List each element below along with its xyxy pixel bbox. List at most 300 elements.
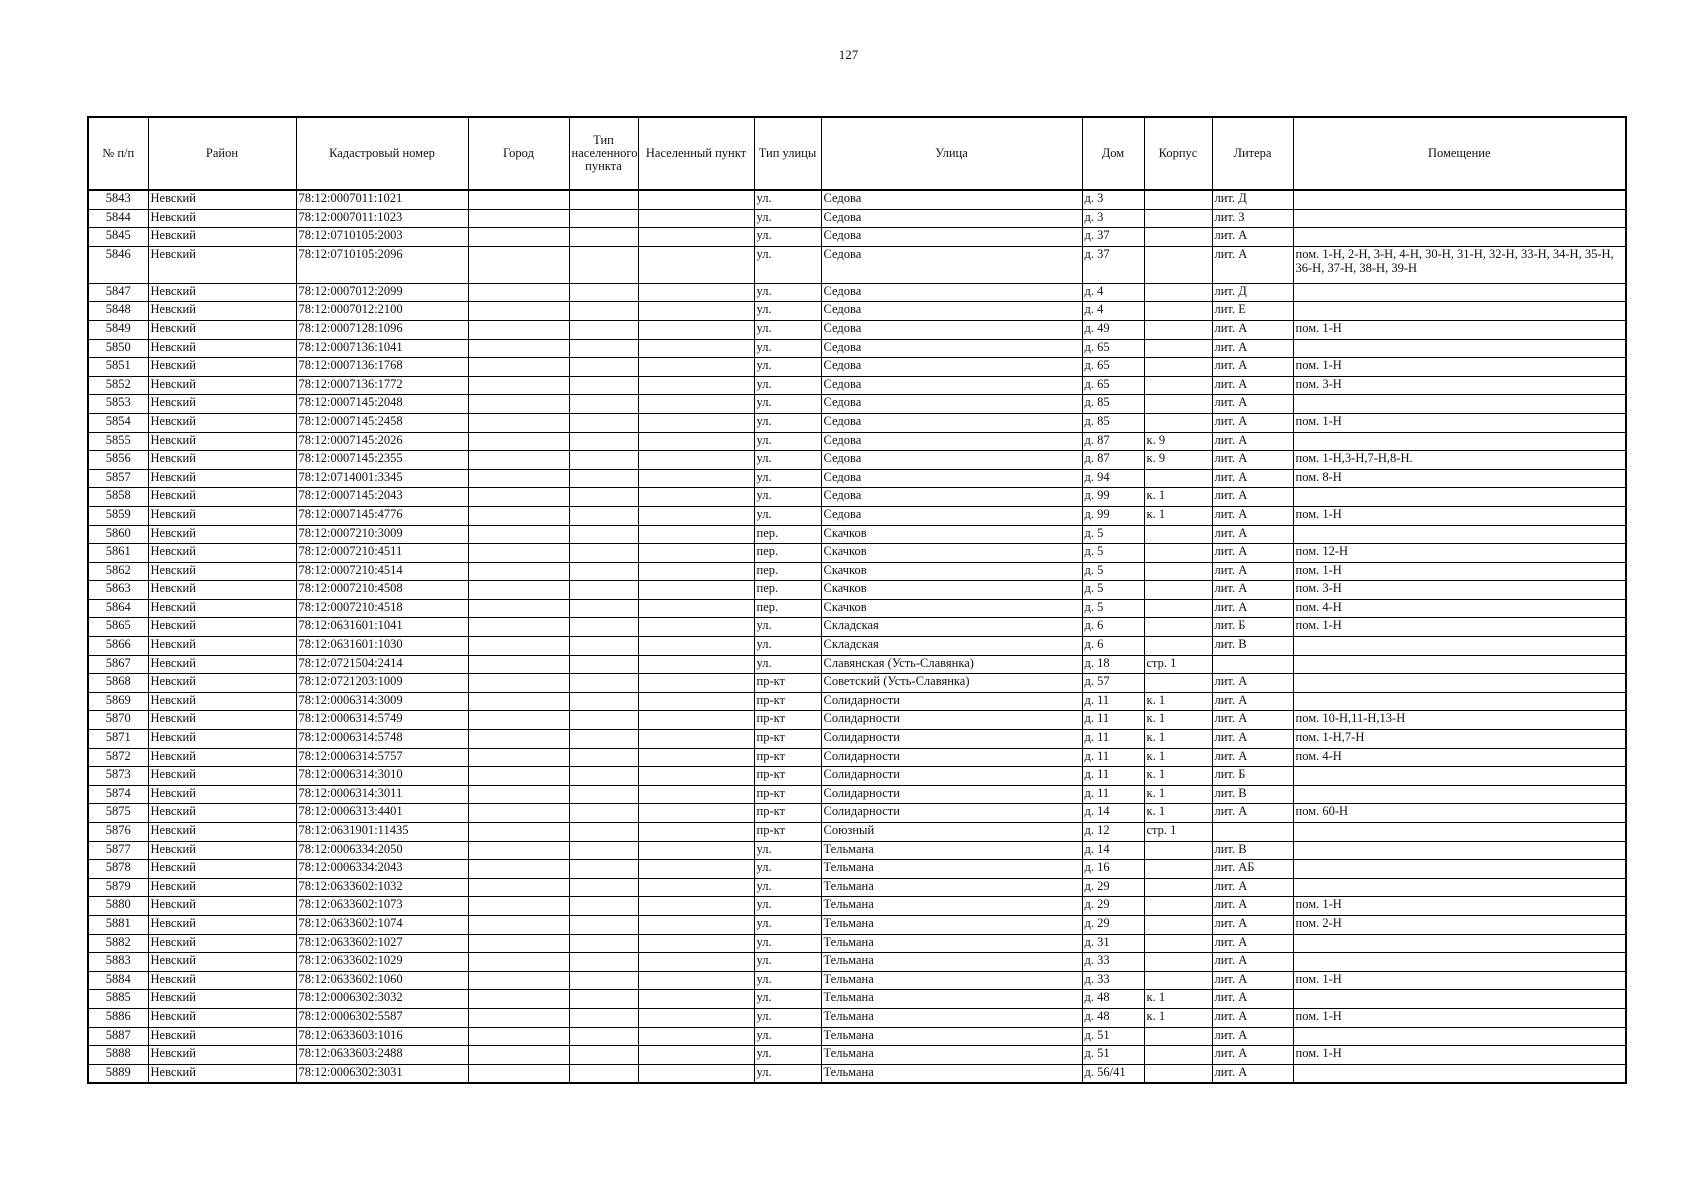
table-row — [88, 841, 1626, 860]
cell-letter: лит. З — [1212, 209, 1293, 228]
cell-settlement — [638, 637, 754, 656]
cell-street-type: ул. — [754, 1008, 821, 1027]
cell-building — [1144, 599, 1212, 618]
cell-premises: пом. 1-Н — [1293, 1046, 1626, 1065]
cell-number: 5860 — [88, 525, 148, 544]
cell-city — [468, 897, 569, 916]
cell-house: д. 11 — [1082, 748, 1144, 767]
cell-settlement-type — [569, 469, 638, 488]
cell-cadastral-number: 78:12:0633603:1016 — [296, 1027, 468, 1046]
cell-house: д. 56/41 — [1082, 1064, 1144, 1083]
cell-settlement-type — [569, 953, 638, 972]
cell-number: 5846 — [88, 246, 148, 283]
cell-district: Невский — [148, 525, 296, 544]
cell-settlement-type — [569, 767, 638, 786]
cell-settlement — [638, 432, 754, 451]
cell-building: к. 1 — [1144, 1008, 1212, 1027]
cell-city — [468, 823, 569, 842]
cell-letter: лит. А — [1212, 953, 1293, 972]
cell-street: Седова — [821, 339, 1082, 358]
table-row — [88, 934, 1626, 953]
table-row — [88, 320, 1626, 339]
cell-building — [1144, 618, 1212, 637]
header-number: № п/п — [88, 117, 148, 190]
table-row — [88, 1064, 1626, 1083]
table-row — [88, 562, 1626, 581]
cell-settlement-type — [569, 209, 638, 228]
cell-building — [1144, 878, 1212, 897]
cell-settlement — [638, 302, 754, 321]
cell-building — [1144, 915, 1212, 934]
cell-street: Тельмана — [821, 990, 1082, 1009]
cell-city — [468, 562, 569, 581]
cell-building — [1144, 637, 1212, 656]
cell-premises — [1293, 990, 1626, 1009]
cell-street: Седова — [821, 302, 1082, 321]
cell-letter: лит. А — [1212, 990, 1293, 1009]
table-row — [88, 897, 1626, 916]
cell-street-type: ул. — [754, 953, 821, 972]
cell-settlement-type — [569, 190, 638, 209]
cell-district: Невский — [148, 544, 296, 563]
header-street-type: Тип улицы — [754, 117, 821, 190]
cell-cadastral-number: 78:12:0006302:3031 — [296, 1064, 468, 1083]
cell-number: 5881 — [88, 915, 148, 934]
cell-premises: пом. 1-Н — [1293, 1008, 1626, 1027]
cell-city — [468, 674, 569, 693]
cell-premises — [1293, 302, 1626, 321]
cell-house: д. 11 — [1082, 692, 1144, 711]
table-body — [88, 190, 1626, 1083]
cell-building: к. 1 — [1144, 785, 1212, 804]
table-row — [88, 228, 1626, 247]
cell-house: д. 99 — [1082, 506, 1144, 525]
cell-house: д. 16 — [1082, 860, 1144, 879]
cell-settlement — [638, 971, 754, 990]
cell-number: 5863 — [88, 581, 148, 600]
cell-number: 5871 — [88, 730, 148, 749]
cell-building: к. 9 — [1144, 451, 1212, 470]
cell-street: Тельмана — [821, 897, 1082, 916]
cell-settlement — [638, 785, 754, 804]
table-row — [88, 692, 1626, 711]
table-row — [88, 358, 1626, 377]
cell-number: 5873 — [88, 767, 148, 786]
cell-building: к. 1 — [1144, 488, 1212, 507]
cell-cadastral-number: 78:12:0721203:1009 — [296, 674, 468, 693]
cell-cadastral-number: 78:12:0007136:1768 — [296, 358, 468, 377]
cell-letter: лит. А — [1212, 469, 1293, 488]
cell-district: Невский — [148, 302, 296, 321]
cell-city — [468, 283, 569, 302]
cell-cadastral-number: 78:12:0714001:3345 — [296, 469, 468, 488]
table-row — [88, 878, 1626, 897]
cell-district: Невский — [148, 730, 296, 749]
cell-district: Невский — [148, 469, 296, 488]
cell-district: Невский — [148, 562, 296, 581]
cell-cadastral-number: 78:12:0633602:1027 — [296, 934, 468, 953]
cell-settlement — [638, 897, 754, 916]
cell-street-type: пр-кт — [754, 804, 821, 823]
cell-settlement-type — [569, 823, 638, 842]
cell-cadastral-number: 78:12:0006314:3011 — [296, 785, 468, 804]
cell-letter: лит. АБ — [1212, 860, 1293, 879]
cell-street-type: ул. — [754, 358, 821, 377]
cell-house: д. 5 — [1082, 525, 1144, 544]
table-row — [88, 246, 1626, 283]
cell-street: Седова — [821, 469, 1082, 488]
cell-premises: пом. 8-Н — [1293, 469, 1626, 488]
cell-number: 5869 — [88, 692, 148, 711]
cell-district: Невский — [148, 934, 296, 953]
header-settlement-type: Тип населенного пункта — [569, 117, 638, 190]
cell-street: Солидарности — [821, 730, 1082, 749]
cell-cadastral-number: 78:12:0007145:4776 — [296, 506, 468, 525]
cell-premises: пом. 2-Н — [1293, 915, 1626, 934]
cell-city — [468, 320, 569, 339]
cell-number: 5887 — [88, 1027, 148, 1046]
cell-street-type: ул. — [754, 339, 821, 358]
cell-district: Невский — [148, 413, 296, 432]
cell-street: Тельмана — [821, 1027, 1082, 1046]
table-row — [88, 711, 1626, 730]
table-row — [88, 990, 1626, 1009]
cell-settlement — [638, 934, 754, 953]
table-row — [88, 748, 1626, 767]
cell-city — [468, 1064, 569, 1083]
cell-cadastral-number: 78:12:0007210:3009 — [296, 525, 468, 544]
cell-settlement — [638, 488, 754, 507]
cell-settlement — [638, 339, 754, 358]
cell-number: 5844 — [88, 209, 148, 228]
cell-city — [468, 432, 569, 451]
cell-settlement-type — [569, 1064, 638, 1083]
cell-settlement-type — [569, 934, 638, 953]
cell-city — [468, 618, 569, 637]
cell-street: Солидарности — [821, 692, 1082, 711]
cell-premises — [1293, 488, 1626, 507]
cell-cadastral-number: 78:12:0007128:1096 — [296, 320, 468, 339]
cell-cadastral-number: 78:12:0006314:5748 — [296, 730, 468, 749]
cell-street: Седова — [821, 413, 1082, 432]
cell-number: 5866 — [88, 637, 148, 656]
cell-building — [1144, 971, 1212, 990]
header-premises: Помещение — [1293, 117, 1626, 190]
cell-street-type: ул. — [754, 376, 821, 395]
cell-district: Невский — [148, 655, 296, 674]
cell-letter: лит. Д — [1212, 190, 1293, 209]
cell-letter: лит. А — [1212, 878, 1293, 897]
cell-city — [468, 878, 569, 897]
cell-cadastral-number: 78:12:0007136:1041 — [296, 339, 468, 358]
cell-city — [468, 376, 569, 395]
cell-house: д. 14 — [1082, 841, 1144, 860]
cell-street: Седова — [821, 488, 1082, 507]
cell-cadastral-number: 78:12:0006334:2050 — [296, 841, 468, 860]
cell-premises: пом. 1-Н — [1293, 506, 1626, 525]
cell-letter: лит. А — [1212, 376, 1293, 395]
cell-cadastral-number: 78:12:0007136:1772 — [296, 376, 468, 395]
cell-house: д. 5 — [1082, 544, 1144, 563]
table-row — [88, 804, 1626, 823]
cell-building — [1144, 841, 1212, 860]
cell-building — [1144, 562, 1212, 581]
cell-building: к. 1 — [1144, 711, 1212, 730]
cell-street-type: ул. — [754, 897, 821, 916]
cell-house: д. 11 — [1082, 711, 1144, 730]
cell-city — [468, 451, 569, 470]
cell-settlement — [638, 878, 754, 897]
table-row — [88, 395, 1626, 414]
cell-number: 5848 — [88, 302, 148, 321]
cell-house: д. 4 — [1082, 302, 1144, 321]
cell-settlement-type — [569, 581, 638, 600]
cell-street-type: ул. — [754, 283, 821, 302]
cell-house: д. 48 — [1082, 990, 1144, 1009]
cell-premises — [1293, 339, 1626, 358]
cell-city — [468, 246, 569, 283]
cell-street-type: ул. — [754, 432, 821, 451]
cell-district: Невский — [148, 692, 296, 711]
cell-street: Седова — [821, 358, 1082, 377]
cell-city — [468, 692, 569, 711]
cell-street: Солидарности — [821, 748, 1082, 767]
cell-settlement-type — [569, 246, 638, 283]
cell-street-type: ул. — [754, 990, 821, 1009]
cell-building — [1144, 544, 1212, 563]
cell-district: Невский — [148, 376, 296, 395]
cell-number: 5854 — [88, 413, 148, 432]
cell-city — [468, 953, 569, 972]
cell-settlement-type — [569, 1008, 638, 1027]
cell-street-type: пр-кт — [754, 748, 821, 767]
cell-city — [468, 915, 569, 934]
cell-district: Невский — [148, 767, 296, 786]
cell-street-type: пр-кт — [754, 692, 821, 711]
cell-settlement — [638, 711, 754, 730]
cell-district: Невский — [148, 395, 296, 414]
cell-premises: пом. 1-Н — [1293, 971, 1626, 990]
cell-settlement-type — [569, 525, 638, 544]
cell-cadastral-number: 78:12:0007145:2043 — [296, 488, 468, 507]
cell-district: Невский — [148, 599, 296, 618]
cell-house: д. 29 — [1082, 915, 1144, 934]
cell-house: д. 51 — [1082, 1027, 1144, 1046]
cell-street-type: ул. — [754, 915, 821, 934]
cell-letter: лит. В — [1212, 637, 1293, 656]
cell-building: к. 1 — [1144, 692, 1212, 711]
cell-premises — [1293, 637, 1626, 656]
cell-city — [468, 358, 569, 377]
cell-building: к. 1 — [1144, 748, 1212, 767]
cell-district: Невский — [148, 506, 296, 525]
cell-settlement — [638, 395, 754, 414]
cell-street: Складская — [821, 637, 1082, 656]
cell-settlement-type — [569, 562, 638, 581]
cell-city — [468, 748, 569, 767]
cell-city — [468, 228, 569, 247]
cell-street: Седова — [821, 506, 1082, 525]
header-district: Район — [148, 117, 296, 190]
cell-house: д. 11 — [1082, 730, 1144, 749]
cell-house: д. 65 — [1082, 358, 1144, 377]
cell-street-type: ул. — [754, 395, 821, 414]
cell-number: 5879 — [88, 878, 148, 897]
cell-district: Невский — [148, 990, 296, 1009]
cell-premises — [1293, 823, 1626, 842]
cell-street-type: пер. — [754, 599, 821, 618]
cell-street-type: ул. — [754, 451, 821, 470]
cell-letter: лит. А — [1212, 897, 1293, 916]
cell-street: Союзный — [821, 823, 1082, 842]
cell-number: 5882 — [88, 934, 148, 953]
cell-building: к. 1 — [1144, 804, 1212, 823]
cell-district: Невский — [148, 618, 296, 637]
cell-district: Невский — [148, 748, 296, 767]
cell-settlement — [638, 228, 754, 247]
cell-building — [1144, 674, 1212, 693]
cell-settlement-type — [569, 990, 638, 1009]
cell-premises — [1293, 432, 1626, 451]
cell-city — [468, 488, 569, 507]
header-row — [88, 117, 1626, 190]
cell-street: Тельмана — [821, 915, 1082, 934]
cell-building: к. 1 — [1144, 990, 1212, 1009]
cell-number: 5889 — [88, 1064, 148, 1083]
cell-number: 5867 — [88, 655, 148, 674]
cell-house: д. 85 — [1082, 413, 1144, 432]
cell-settlement-type — [569, 320, 638, 339]
cell-street: Тельмана — [821, 1064, 1082, 1083]
cell-premises — [1293, 1027, 1626, 1046]
cell-district: Невский — [148, 823, 296, 842]
cell-building — [1144, 339, 1212, 358]
cell-city — [468, 506, 569, 525]
cell-settlement-type — [569, 451, 638, 470]
cell-letter: лит. А — [1212, 674, 1293, 693]
cell-letter — [1212, 655, 1293, 674]
cell-settlement-type — [569, 878, 638, 897]
cell-cadastral-number: 78:12:0007012:2099 — [296, 283, 468, 302]
cell-house: д. 29 — [1082, 878, 1144, 897]
cell-district: Невский — [148, 228, 296, 247]
cell-premises: пом. 1-Н — [1293, 562, 1626, 581]
cell-premises — [1293, 655, 1626, 674]
cell-city — [468, 469, 569, 488]
cell-district: Невский — [148, 320, 296, 339]
cell-letter: лит. А — [1212, 413, 1293, 432]
cell-settlement-type — [569, 655, 638, 674]
cell-building: к. 9 — [1144, 432, 1212, 451]
cell-premises — [1293, 209, 1626, 228]
cell-letter: лит. А — [1212, 544, 1293, 563]
cell-cadastral-number: 78:12:0633602:1032 — [296, 878, 468, 897]
cell-building — [1144, 283, 1212, 302]
cell-number: 5861 — [88, 544, 148, 563]
cell-letter — [1212, 823, 1293, 842]
cell-building — [1144, 860, 1212, 879]
cell-letter: лит. Д — [1212, 283, 1293, 302]
cell-number: 5849 — [88, 320, 148, 339]
cell-number: 5865 — [88, 618, 148, 637]
cell-house: д. 51 — [1082, 1046, 1144, 1065]
cell-letter: лит. А — [1212, 804, 1293, 823]
cell-city — [468, 711, 569, 730]
cell-cadastral-number: 78:12:0006314:5749 — [296, 711, 468, 730]
cell-settlement — [638, 915, 754, 934]
cell-settlement-type — [569, 376, 638, 395]
cell-number: 5872 — [88, 748, 148, 767]
cell-premises: пом. 12-Н — [1293, 544, 1626, 563]
cell-letter: лит. Б — [1212, 618, 1293, 637]
table-row — [88, 730, 1626, 749]
cell-house: д. 5 — [1082, 599, 1144, 618]
cell-number: 5859 — [88, 506, 148, 525]
cell-district: Невский — [148, 860, 296, 879]
cell-house: д. 65 — [1082, 376, 1144, 395]
cell-settlement — [638, 618, 754, 637]
table-row — [88, 767, 1626, 786]
cell-city — [468, 413, 569, 432]
cell-letter: лит. А — [1212, 1008, 1293, 1027]
cell-premises — [1293, 674, 1626, 693]
cell-letter: лит. В — [1212, 785, 1293, 804]
cell-building — [1144, 246, 1212, 283]
registry-table — [87, 116, 1627, 1084]
cell-settlement — [638, 283, 754, 302]
cell-street: Тельмана — [821, 971, 1082, 990]
cell-number: 5853 — [88, 395, 148, 414]
cell-number: 5847 — [88, 283, 148, 302]
cell-settlement-type — [569, 544, 638, 563]
cell-district: Невский — [148, 878, 296, 897]
cell-number: 5884 — [88, 971, 148, 990]
cell-house: д. 29 — [1082, 897, 1144, 916]
cell-number: 5870 — [88, 711, 148, 730]
header-street: Улица — [821, 117, 1082, 190]
cell-district: Невский — [148, 209, 296, 228]
cell-city — [468, 395, 569, 414]
cell-building: стр. 1 — [1144, 655, 1212, 674]
cell-city — [468, 544, 569, 563]
cell-settlement-type — [569, 1046, 638, 1065]
table-row — [88, 339, 1626, 358]
cell-cadastral-number: 78:12:0007011:1023 — [296, 209, 468, 228]
cell-settlement — [638, 860, 754, 879]
cell-settlement-type — [569, 413, 638, 432]
cell-premises — [1293, 934, 1626, 953]
cell-street: Скачков — [821, 562, 1082, 581]
cell-cadastral-number: 78:12:0633602:1074 — [296, 915, 468, 934]
cell-settlement — [638, 358, 754, 377]
cell-house: д. 87 — [1082, 451, 1144, 470]
cell-building — [1144, 1046, 1212, 1065]
cell-house: д. 12 — [1082, 823, 1144, 842]
cell-settlement — [638, 1008, 754, 1027]
cell-street-type: ул. — [754, 860, 821, 879]
cell-district: Невский — [148, 915, 296, 934]
cell-street-type: пр-кт — [754, 767, 821, 786]
cell-number: 5885 — [88, 990, 148, 1009]
header-city: Город — [468, 117, 569, 190]
cell-house: д. 11 — [1082, 767, 1144, 786]
cell-settlement — [638, 599, 754, 618]
cell-number: 5843 — [88, 190, 148, 209]
cell-city — [468, 804, 569, 823]
cell-house: д. 4 — [1082, 283, 1144, 302]
cell-city — [468, 730, 569, 749]
cell-letter: лит. А — [1212, 748, 1293, 767]
